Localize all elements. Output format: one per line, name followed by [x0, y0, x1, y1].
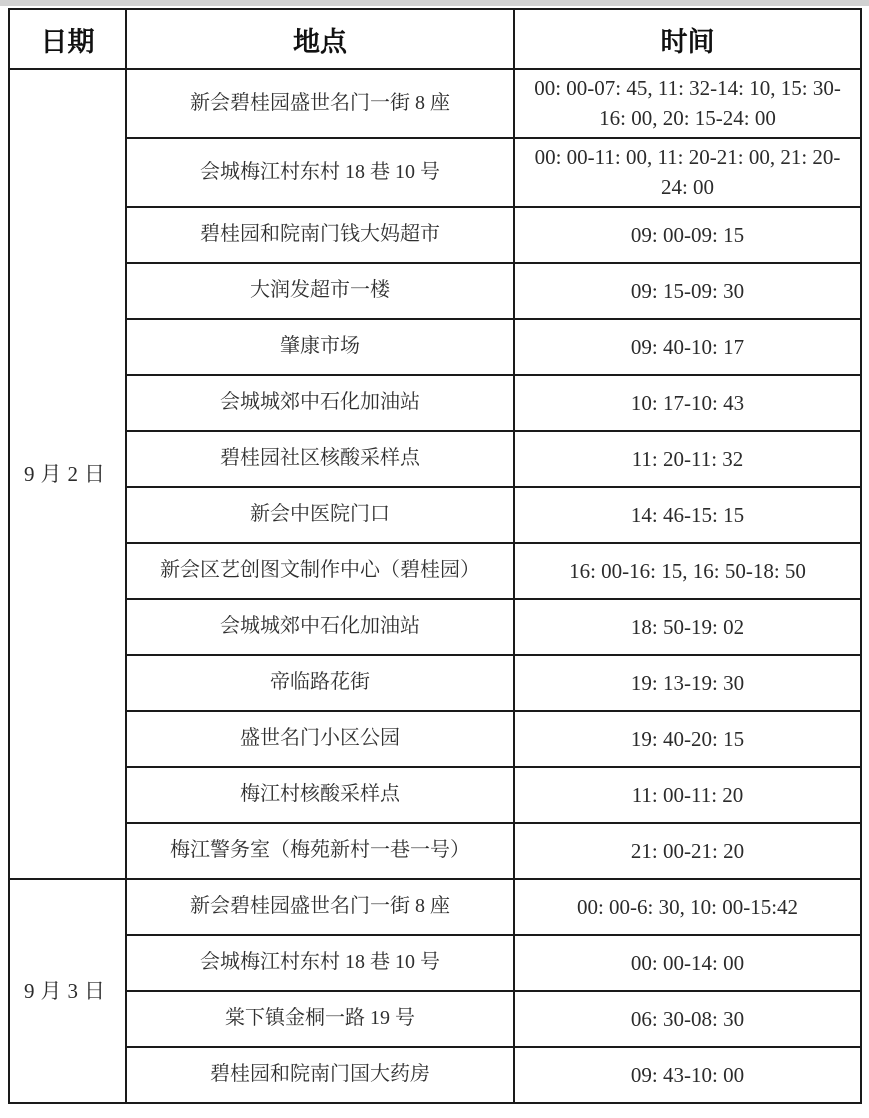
time-cell: 10: 17-10: 43 [514, 375, 861, 431]
table-row [9, 935, 861, 991]
table-row [9, 375, 861, 431]
location-cell: 新会区艺创图文制作中心（碧桂园） [126, 543, 514, 599]
top-edge-strip [0, 0, 869, 6]
table-row [9, 69, 861, 138]
header-time: 时间 [514, 9, 861, 69]
location-cell: 帝临路花街 [126, 655, 514, 711]
table-row [9, 879, 861, 935]
location-cell: 会城梅江村东村 18 巷 10 号 [126, 138, 514, 207]
table-row [9, 711, 861, 767]
table-row [9, 767, 861, 823]
time-cell: 18: 50-19: 02 [514, 599, 861, 655]
location-cell: 肇康市场 [126, 319, 514, 375]
location-cell: 梅江村核酸采样点 [126, 767, 514, 823]
time-cell: 19: 40-20: 15 [514, 711, 861, 767]
location-cell: 梅江警务室（梅苑新村一巷一号） [126, 823, 514, 879]
location-cell: 大润发超市一楼 [126, 263, 514, 319]
location-cell: 碧桂园和院南门钱大妈超市 [126, 207, 514, 263]
location-cell: 会城梅江村东村 18 巷 10 号 [126, 935, 514, 991]
table-row [9, 991, 861, 1047]
table-row [9, 431, 861, 487]
table-row [9, 599, 861, 655]
time-cell: 00: 00-07: 45, 11: 32-14: 10, 15: 30-16: 00, 20: 15-24: 00 [514, 69, 861, 138]
time-cell: 00: 00-14: 00 [514, 935, 861, 991]
time-cell: 16: 00-16: 15, 16: 50-18: 50 [514, 543, 861, 599]
location-cell: 碧桂园社区核酸采样点 [126, 431, 514, 487]
location-cell: 新会碧桂园盛世名门一街 8 座 [126, 879, 514, 935]
time-cell: 11: 20-11: 32 [514, 431, 861, 487]
time-cell: 19: 13-19: 30 [514, 655, 861, 711]
time-cell: 00: 00-6: 30, 10: 00-15:42 [514, 879, 861, 935]
table-row [9, 823, 861, 879]
table-row [9, 1047, 861, 1103]
table-row [9, 319, 861, 375]
itinerary-table [8, 8, 862, 1104]
location-cell: 新会中医院门口 [126, 487, 514, 543]
date-cell-sep3: 9月3日 [9, 879, 126, 1103]
location-cell: 盛世名门小区公园 [126, 711, 514, 767]
table-row [9, 207, 861, 263]
header-date: 日期 [9, 9, 126, 69]
time-cell: 00: 00-11: 00, 11: 20-21: 00, 21: 20-24: 00 [514, 138, 861, 207]
time-cell: 21: 00-21: 20 [514, 823, 861, 879]
time-cell: 14: 46-15: 15 [514, 487, 861, 543]
time-cell: 06: 30-08: 30 [514, 991, 861, 1047]
location-cell: 棠下镇金桐一路 19 号 [126, 991, 514, 1047]
table-row [9, 655, 861, 711]
time-cell: 09: 00-09: 15 [514, 207, 861, 263]
location-cell: 会城城郊中石化加油站 [126, 375, 514, 431]
table-row [9, 138, 861, 207]
time-cell: 09: 43-10: 00 [514, 1047, 861, 1103]
location-cell: 会城城郊中石化加油站 [126, 599, 514, 655]
header-row [9, 9, 861, 69]
time-cell: 09: 40-10: 17 [514, 319, 861, 375]
header-location: 地点 [126, 9, 514, 69]
table-row [9, 543, 861, 599]
date-cell-sep2: 9月2日 [9, 69, 126, 879]
time-cell: 09: 15-09: 30 [514, 263, 861, 319]
time-cell: 11: 00-11: 20 [514, 767, 861, 823]
location-cell: 碧桂园和院南门国大药房 [126, 1047, 514, 1103]
table-row [9, 487, 861, 543]
table-row [9, 263, 861, 319]
location-cell: 新会碧桂园盛世名门一街 8 座 [126, 69, 514, 138]
